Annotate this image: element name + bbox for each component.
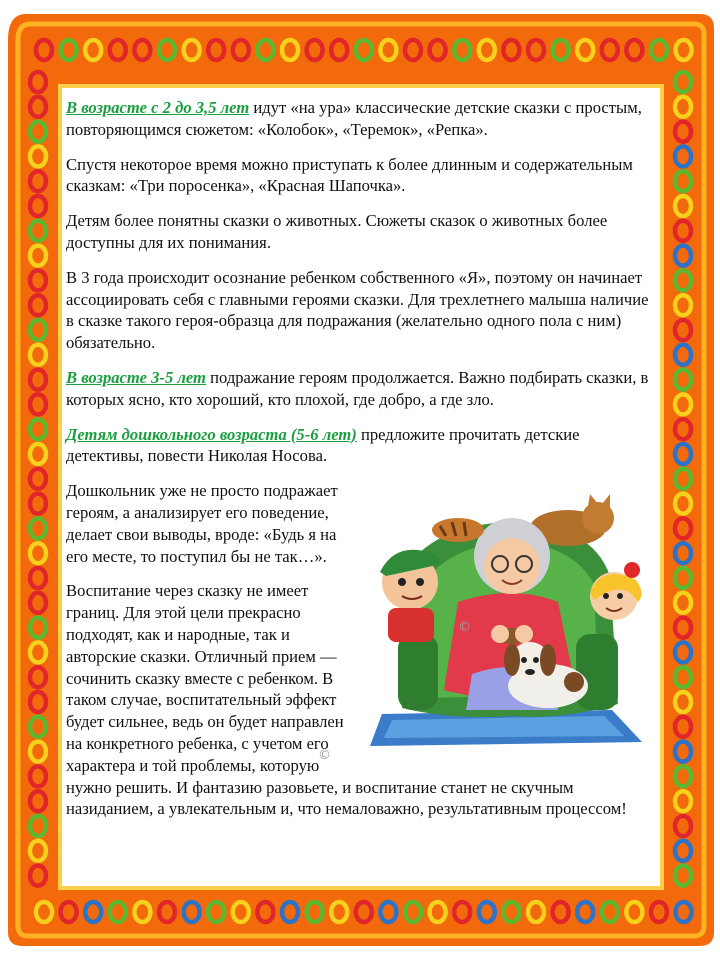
grandmother-with-children-and-pets-icon: [362, 484, 652, 754]
highlight-age-5-6: Детям дошкольного возраста (5-6 лет): [66, 424, 357, 444]
paragraph-6: Детям дошкольного возраста (5-6 лет) предложите прочитать детские детективы, повести Николая Носова.: [66, 424, 580, 466]
paragraph-1: В возрасте с 2 до 3,5 лет идут «на ура» классические детские сказки с простым, повторяющимся сюжетом: «Колобок», «Теремок», «Репка».: [66, 98, 642, 139]
watermark: ©: [458, 620, 472, 635]
paragraph-5: В возрасте 3-5 лет подражание героям продолжается. Важно подбирать сказки, в которых ясно, кто хороший, кто плохой, где добро, а где зло.: [66, 367, 649, 409]
paragraph-8: Воспитание через сказку не имеет границ. Для этой цели прекрасно подходят, как и народные, так и авторские сказки. Отличный прием — сочинить сказку вместе с ребенком. В таком случае, воспитательный эффект будет сильнее, ведь он будет направлен на конкретного ребенка, с учетом его характера и той проблемы, которую нужно решить. И фантазию разовьете, и воспитание станет не скучным назиданием, а увлекательным и, что немаловажно, результативным процессом!: [66, 581, 627, 819]
highlight-age-3-5: В возрасте 3-5 лет: [66, 367, 206, 387]
illustration: [362, 484, 652, 754]
paragraph-7: Дошкольник уже не просто подражает героям, а анализирует его поведение, делает свои выводы, вроде: «Будь я на его месте, то поступил бы не так…».: [66, 481, 338, 566]
article-body: [66, 97, 658, 833]
highlight-age-2-3: В возрасте с 2 до 3,5 лет: [66, 98, 250, 117]
paragraph-4: В 3 года происходит осознание ребенком собственного «Я», поэтому он начинает ассоциировать себя с главными героями сказки. Для трехлетнего малыша наличие в сказке такого героя-образца для подражания (желательно одного пола с ним) обязательно.: [66, 267, 649, 353]
paragraph-2: Спустя некоторое время можно приступать к более длинным и содержательным сказкам: «Три поросенка», «Красная Шапочка».: [66, 154, 633, 196]
watermark: ©: [318, 748, 332, 763]
paragraph-3: Детям более понятны сказки о животных. Сюжеты сказок о животных более доступны для их понимания.: [66, 211, 608, 252]
